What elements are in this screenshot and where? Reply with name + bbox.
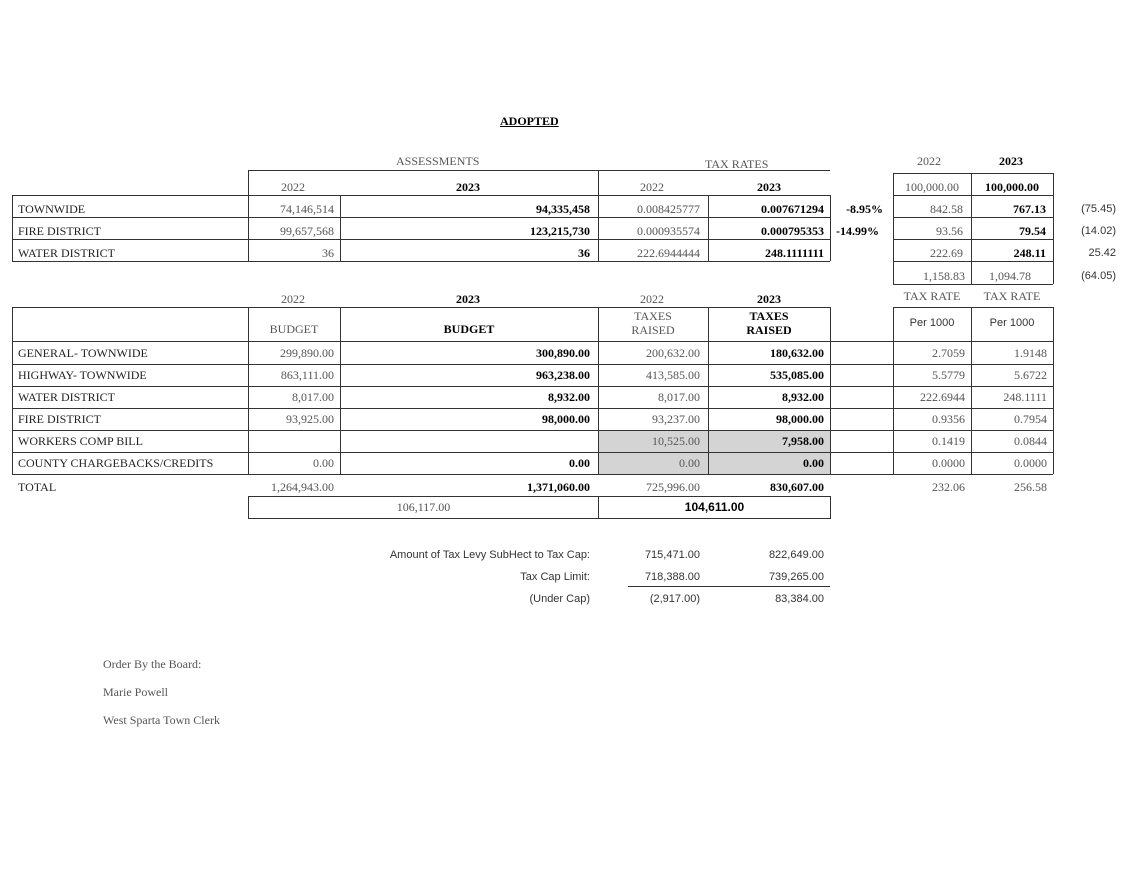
tax-diff: (75.45) bbox=[1081, 203, 1116, 215]
row-label: TOWNWIDE bbox=[18, 202, 86, 216]
tax-cap-2022: 718,388.00 bbox=[644, 571, 700, 583]
total-taxes-2023: 830,607.00 bbox=[770, 480, 824, 494]
signature-line-1: Order By the Board: bbox=[103, 657, 202, 671]
taxes-2023: 7,958.00 bbox=[782, 434, 824, 448]
per100k-2023-header: 100,000.00 bbox=[985, 180, 1039, 194]
per100k-grid-line bbox=[893, 195, 1053, 196]
rate-2023: 248.1111 bbox=[1003, 390, 1047, 404]
rate-2023: 0.0000 bbox=[1014, 456, 1047, 470]
total-budget-2022: 1,264,943.00 bbox=[271, 480, 334, 494]
assess-2022: 74,146,514 bbox=[280, 202, 334, 216]
budget-grid-line bbox=[12, 430, 1053, 431]
rate-2022: 0.9356 bbox=[932, 412, 965, 426]
rate-2023: 0.7954 bbox=[1014, 412, 1047, 426]
taxes-raised-2023-l2: RAISED bbox=[746, 323, 792, 337]
per100k-grid-vline bbox=[1053, 173, 1054, 284]
budget-grid-vline bbox=[1053, 307, 1054, 474]
tax-diff: 25.42 bbox=[1088, 247, 1116, 259]
budget-diff-value: 106,117.00 bbox=[396, 500, 451, 514]
rate-change-pct: -8.95% bbox=[846, 202, 883, 216]
taxes-2022: 8,017.00 bbox=[658, 390, 700, 404]
row-label: FIRE DISTRICT bbox=[18, 412, 102, 426]
tax-cap-2023: 822,649.00 bbox=[768, 549, 824, 561]
rate-2022: 222.6944444 bbox=[637, 246, 700, 260]
per100k-2022-header: 100,000.00 bbox=[905, 180, 959, 194]
budget-2022-header: BUDGET bbox=[269, 322, 319, 336]
budget-grid-line bbox=[12, 452, 1053, 453]
budget-grid-line bbox=[599, 452, 830, 453]
budget-2022: 8,017.00 bbox=[292, 390, 334, 404]
rate-2023: 5.6722 bbox=[1014, 368, 1047, 382]
tax-rate-2022-header: TAX RATE bbox=[903, 289, 961, 303]
rate-2022: 222.6944 bbox=[920, 390, 965, 404]
tax-2022: 93.56 bbox=[936, 224, 963, 238]
rate-2022: 0.1419 bbox=[932, 434, 965, 448]
per100k-year-2022: 2022 bbox=[917, 154, 941, 168]
assess-2022: 99,657,568 bbox=[280, 224, 334, 238]
tax-2023: 79.54 bbox=[1019, 224, 1046, 238]
tax-total-2023: 1,094.78 bbox=[989, 269, 1031, 283]
budget-grid-line bbox=[12, 386, 1053, 387]
taxes-2023: 98,000.00 bbox=[776, 412, 824, 426]
budget-2022: 93,925.00 bbox=[286, 412, 334, 426]
budget-2023: 8,932.00 bbox=[548, 390, 590, 404]
tax-rate-2023-header: TAX RATE bbox=[983, 289, 1041, 303]
total-rate-2022: 232.06 bbox=[932, 480, 965, 494]
budget-grid-line bbox=[12, 408, 1053, 409]
budget-grid-vline bbox=[12, 307, 13, 474]
row-label: FIRE DISTRICT bbox=[18, 224, 102, 238]
assess-2023-header: 2023 bbox=[456, 180, 480, 194]
taxes-2022: 10,525.00 bbox=[652, 434, 700, 448]
tax-cap-2022: (2,917.00) bbox=[649, 593, 700, 605]
taxes-raised-2022-l2: RAISED bbox=[631, 323, 675, 337]
tax-total-2022: 1,158.83 bbox=[923, 269, 965, 283]
signature-line-2: Marie Powell bbox=[103, 685, 168, 699]
taxes-2022: 413,585.00 bbox=[646, 368, 700, 382]
rate-grid-top bbox=[893, 307, 1053, 308]
tax-cap-label: Tax Cap Limit: bbox=[520, 571, 590, 583]
budget-2023-year: 2023 bbox=[456, 292, 480, 306]
per100k-grid-line bbox=[893, 173, 1053, 174]
taxes-raised-2022-l1: TAXES bbox=[634, 309, 672, 323]
rate-2022: 5.5779 bbox=[932, 368, 965, 382]
budget-2022-year: 2022 bbox=[281, 292, 305, 306]
per1000-2022-header: Per 1000 bbox=[909, 317, 955, 329]
assess-2023: 36 bbox=[578, 246, 590, 260]
taxes-diff-value: 104,611.00 bbox=[684, 500, 745, 514]
tax-cap-2023: 83,384.00 bbox=[775, 593, 824, 605]
taxes-2022: 0.00 bbox=[679, 456, 700, 470]
row-label: COUNTY CHARGEBACKS/CREDITS bbox=[18, 456, 214, 470]
per100k-grid-line bbox=[893, 284, 1053, 285]
assess-grid-vline bbox=[830, 195, 831, 261]
taxes-2023: 0.00 bbox=[803, 456, 824, 470]
rate-2022: 0.0000 bbox=[932, 456, 965, 470]
assess-grid-bottom bbox=[12, 261, 830, 262]
assess-2022: 36 bbox=[322, 246, 334, 260]
assessments-header: ASSESSMENTS bbox=[396, 154, 480, 168]
taxes-2022-year: 2022 bbox=[640, 292, 664, 306]
taxes-2022: 200,632.00 bbox=[646, 346, 700, 360]
budget-grid-vline bbox=[830, 307, 831, 474]
per100k-grid-line bbox=[893, 261, 1053, 262]
page-title: ADOPTED bbox=[500, 114, 559, 128]
row-label: WATER DISTRICT bbox=[18, 390, 115, 404]
tax-cap-rule bbox=[628, 586, 830, 587]
rate-2023: 0.007671294 bbox=[761, 202, 824, 216]
budget-grid-bottom bbox=[12, 474, 1053, 475]
budget-2022: 863,111.00 bbox=[280, 368, 334, 382]
per100k-grid-line bbox=[893, 239, 1053, 240]
per1000-2023-header: Per 1000 bbox=[989, 317, 1035, 329]
row-label: GENERAL- TOWNWIDE bbox=[18, 346, 148, 360]
tax-cap-label: Amount of Tax Levy SubHect to Tax Cap: bbox=[389, 549, 590, 561]
total-budget-2023: 1,371,060.00 bbox=[527, 480, 590, 494]
tax-total-diff: (64.05) bbox=[1081, 270, 1116, 282]
rate-2023-header: 2023 bbox=[757, 180, 781, 194]
taxes-2023: 8,932.00 bbox=[782, 390, 824, 404]
rate-2022-header: 2022 bbox=[640, 180, 664, 194]
tax-2023: 248.11 bbox=[1013, 246, 1046, 260]
budget-2023: 98,000.00 bbox=[542, 412, 590, 426]
tax-2023: 767.13 bbox=[1013, 202, 1046, 216]
tax-rates-header: TAX RATES bbox=[705, 157, 769, 171]
assessments-rule bbox=[248, 170, 830, 171]
taxes-2022: 93,237.00 bbox=[652, 412, 700, 426]
rate-change-pct: -14.99% bbox=[836, 224, 879, 238]
total-rate-2023: 256.58 bbox=[1014, 480, 1047, 494]
rate-2022: 0.000935574 bbox=[637, 224, 700, 238]
assess-grid-vline bbox=[12, 195, 13, 261]
row-label: HIGHWAY- TOWNWIDE bbox=[18, 368, 147, 382]
budget-2023: 300,890.00 bbox=[536, 346, 590, 360]
rate-2022: 2.7059 bbox=[932, 346, 965, 360]
budget-2022: 299,890.00 bbox=[280, 346, 334, 360]
rate-2022: 0.008425777 bbox=[637, 202, 700, 216]
budget-2022: 0.00 bbox=[313, 456, 334, 470]
tax-2022: 222.69 bbox=[930, 246, 963, 260]
rate-2023: 248.1111111 bbox=[764, 246, 824, 260]
taxes-2023: 180,632.00 bbox=[770, 346, 824, 360]
total-taxes-2022: 725,996.00 bbox=[646, 480, 700, 494]
budget-2023: 0.00 bbox=[569, 456, 590, 470]
budget-2023-header: BUDGET bbox=[443, 322, 495, 336]
signature-line-3: West Sparta Town Clerk bbox=[103, 713, 220, 727]
tax-diff: (14.02) bbox=[1081, 225, 1116, 237]
assess-2023: 94,335,458 bbox=[536, 202, 590, 216]
tax-cap-2023: 739,265.00 bbox=[768, 571, 824, 583]
row-label: WATER DISTRICT bbox=[18, 246, 115, 260]
budget-2023: 963,238.00 bbox=[536, 368, 590, 382]
taxes-2023-year: 2023 bbox=[757, 292, 781, 306]
row-label: WORKERS COMP BILL bbox=[18, 434, 143, 448]
per100k-year-2023: 2023 bbox=[999, 154, 1023, 168]
taxes-2023: 535,085.00 bbox=[770, 368, 824, 382]
per100k-grid-line bbox=[893, 217, 1053, 218]
rate-2023: 0.0844 bbox=[1014, 434, 1047, 448]
rate-2023: 1.9148 bbox=[1014, 346, 1047, 360]
assess-2022-header: 2022 bbox=[281, 180, 305, 194]
taxes-raised-2023-l1: TAXES bbox=[749, 309, 789, 323]
tax-2022: 842.58 bbox=[930, 202, 963, 216]
tax-cap-2022: 715,471.00 bbox=[644, 549, 700, 561]
total-label: TOTAL bbox=[18, 480, 57, 494]
rate-2023: 0.000795353 bbox=[761, 224, 824, 238]
tax-cap-label: (Under Cap) bbox=[529, 593, 590, 605]
assess-2023: 123,215,730 bbox=[530, 224, 590, 238]
budget-grid-line bbox=[12, 341, 1053, 342]
budget-grid-line bbox=[12, 364, 1053, 365]
